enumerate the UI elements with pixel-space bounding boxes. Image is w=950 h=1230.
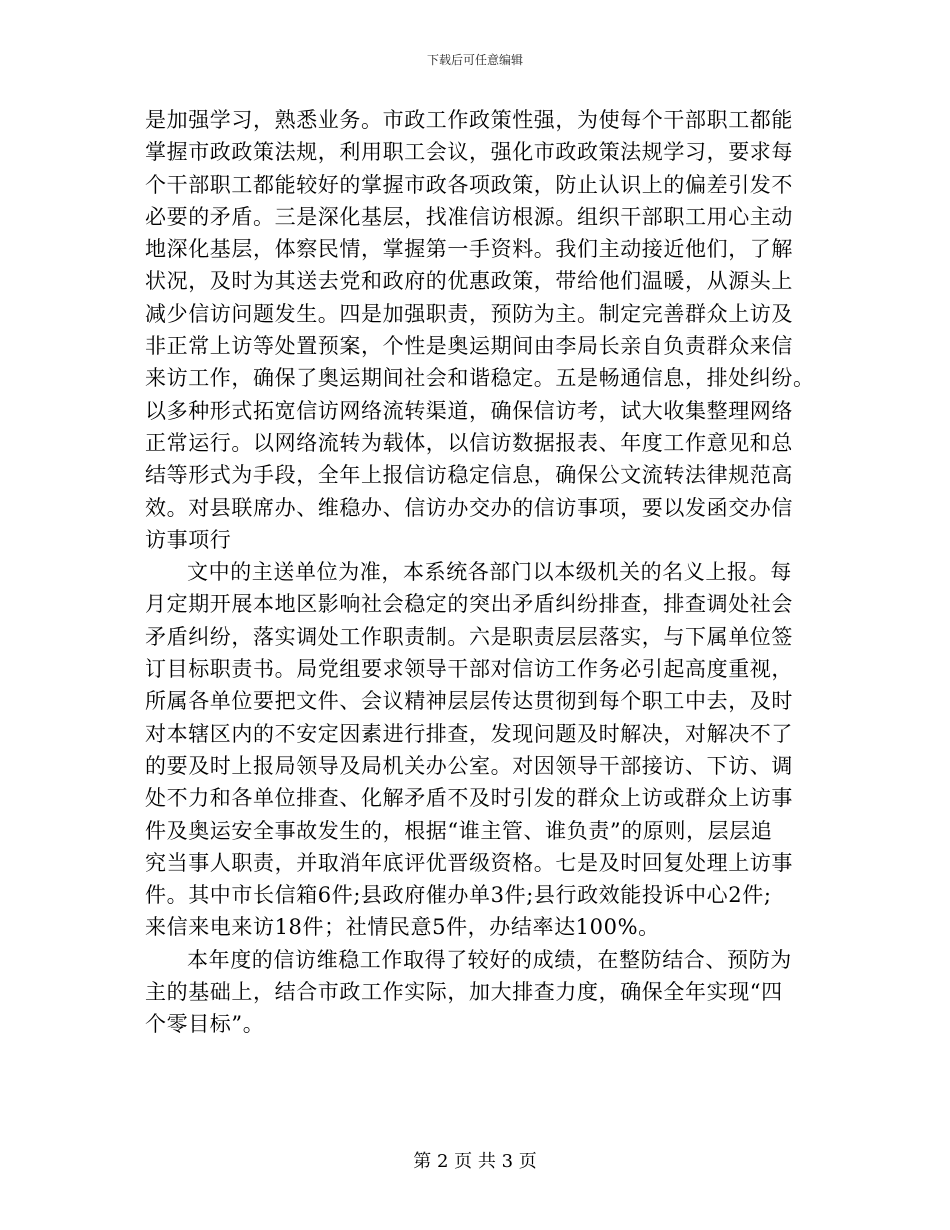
page-number: 第 2 页 共 3 页	[413, 1151, 537, 1172]
paragraph	[145, 104, 815, 556]
text-line: 本年度的信访维稳工作取得了较好的成绩，在整防结合、预防为	[187, 947, 792, 972]
text-line: 结等形式为手段，全年上报信访稳定信息，确保公文流转法律规范高	[145, 463, 793, 488]
paragraph	[145, 556, 805, 944]
text-line: 主的基础上，结合市政工作实际，加大排查力度，确保全年实现“四	[145, 980, 783, 1005]
text-line: 正常运行。以网络流转为载体，以信访数据报表、年度工作意见和总	[145, 430, 793, 455]
text-line: 减少信访问题发生。四是加强职责，预防为主。制定完善群众上访及	[145, 301, 793, 326]
text-line: 个干部职工都能较好的掌握市政各项政策，防止认识上的偏差引发不	[145, 172, 793, 197]
text-line: 是加强学习，熟悉业务。市政工作政策性强，为使每个干部职工都能	[145, 108, 793, 132]
text-line: 订目标职责书。局党组要求领导干部对信访工作务必引起高度重视，	[145, 657, 793, 682]
text-line: 来信来电来访18件；社情民意5件，办结率达100%。	[145, 915, 660, 940]
text-line: 个零目标”。	[145, 1012, 265, 1037]
text-line: 状况，及时为其送去党和政府的优惠政策，带给他们温暖，从源头上	[145, 269, 793, 294]
text-line: 所属各单位要把文件、会议精神层层传达贯彻到每个职工中去，及时	[145, 689, 793, 714]
text-line: 以多种形式拓宽信访网络流转渠道，确保信访考，试大收集整理网络	[145, 398, 793, 423]
text-line: 效。对县联席办、维稳办、信访办交办的信访事项，要以发函交办信	[145, 495, 793, 520]
text-line: 访事项行	[145, 527, 232, 552]
text-line: 矛盾纠纷，落实调处工作职责制。六是职责层层落实，与下属单位签	[145, 624, 793, 649]
page-header: 下载后可任意编辑	[426, 53, 523, 67]
text-line: 必要的矛盾。三是深化基层，找准信访根源。组织干部职工用心主动	[145, 204, 793, 229]
text-line: 究当事人职责，并取消年底评优晋级资格。七是及时回复处理上访事	[145, 850, 793, 875]
text-line: 的要及时上报局领导及局机关办公室。对因领导干部接访、下访、调	[145, 753, 793, 778]
text-line: 文中的主送单位为准，本系统各部门以本级机关的名义上报。每	[187, 560, 792, 585]
text-line: 件及奥运安全事故发生的，根据“谁主管、谁负责”的原则，层层追	[145, 818, 773, 843]
document-body	[145, 104, 815, 1041]
paragraph	[145, 944, 805, 1041]
text-line: 月定期开展本地区影响社会稳定的突出矛盾纠纷排查，排查调处社会	[145, 592, 793, 617]
text-line: 掌握市政政策法规，利用职工会议，强化市政政策法规学习，要求每	[145, 140, 793, 165]
text-line: 非正常上访等处置预案，个性是奥运期间由李局长亲自负责群众来信	[145, 334, 793, 359]
text-line: 地深化基层，体察民情，掌握第一手资料。我们主动接近他们，了解	[145, 237, 793, 262]
text-line: 件。其中市长信箱6件;县政府催办单3件;县行政效能投诉中心2件;	[145, 883, 772, 908]
text-line: 对本辖区内的不安定因素进行排查，发现问题及时解决，对解决不了	[145, 721, 793, 746]
text-line: 来访工作，确保了奥运期间社会和谐稳定。五是畅通信息，排处纠纷。	[145, 366, 815, 391]
text-line: 处不力和各单位排查、化解矛盾不及时引发的群众上访或群众上访事	[145, 786, 793, 811]
